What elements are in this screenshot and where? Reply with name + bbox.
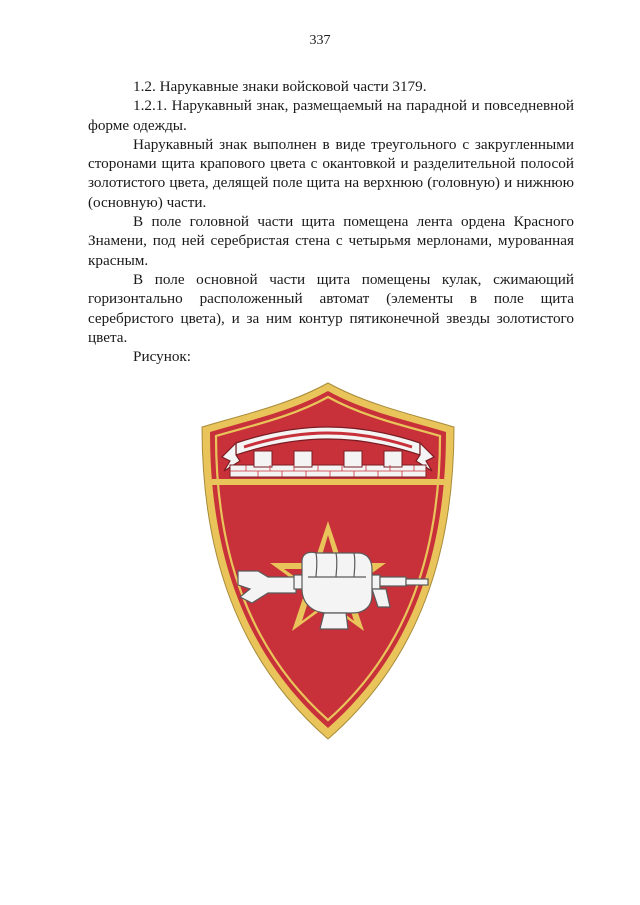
sleeve-patch-emblem [196,381,460,741]
document-body [88,77,574,366]
section-heading: 1.2. Нарукавные знаки войсковой части 3179. [133,78,427,95]
dividing-band [212,479,444,485]
subsection-heading: 1.2.1. Нарукавный знак, размещаемый на парадной и повседневной форме одежды. [88,97,574,134]
page-number: 337 [309,33,331,48]
paragraph-description: Нарукавный знак выполнен в виде треугольного с закругленными сторонами щита крапового цвета с окантовкой и разделительной полосой золотистого цвета, делящей поле щита на верхнюю (головную) и нижнюю (основную) части. [88,135,574,211]
paragraph-head-field: В поле головной части щита помещена лента ордена Красного Знамени, под ней серебристая стена с четырьмя мерлонами, мурованная красным. [88,213,574,269]
figure-caption: Рисунок: [133,348,192,366]
paragraph-main-field: В поле основной части щита помещены кулак, сжимающий горизонтально расположенный автомат (элементы в поле щита серебристого цвета), и за ним контур пятиконечной звезды золотистого цвета. [88,270,574,346]
